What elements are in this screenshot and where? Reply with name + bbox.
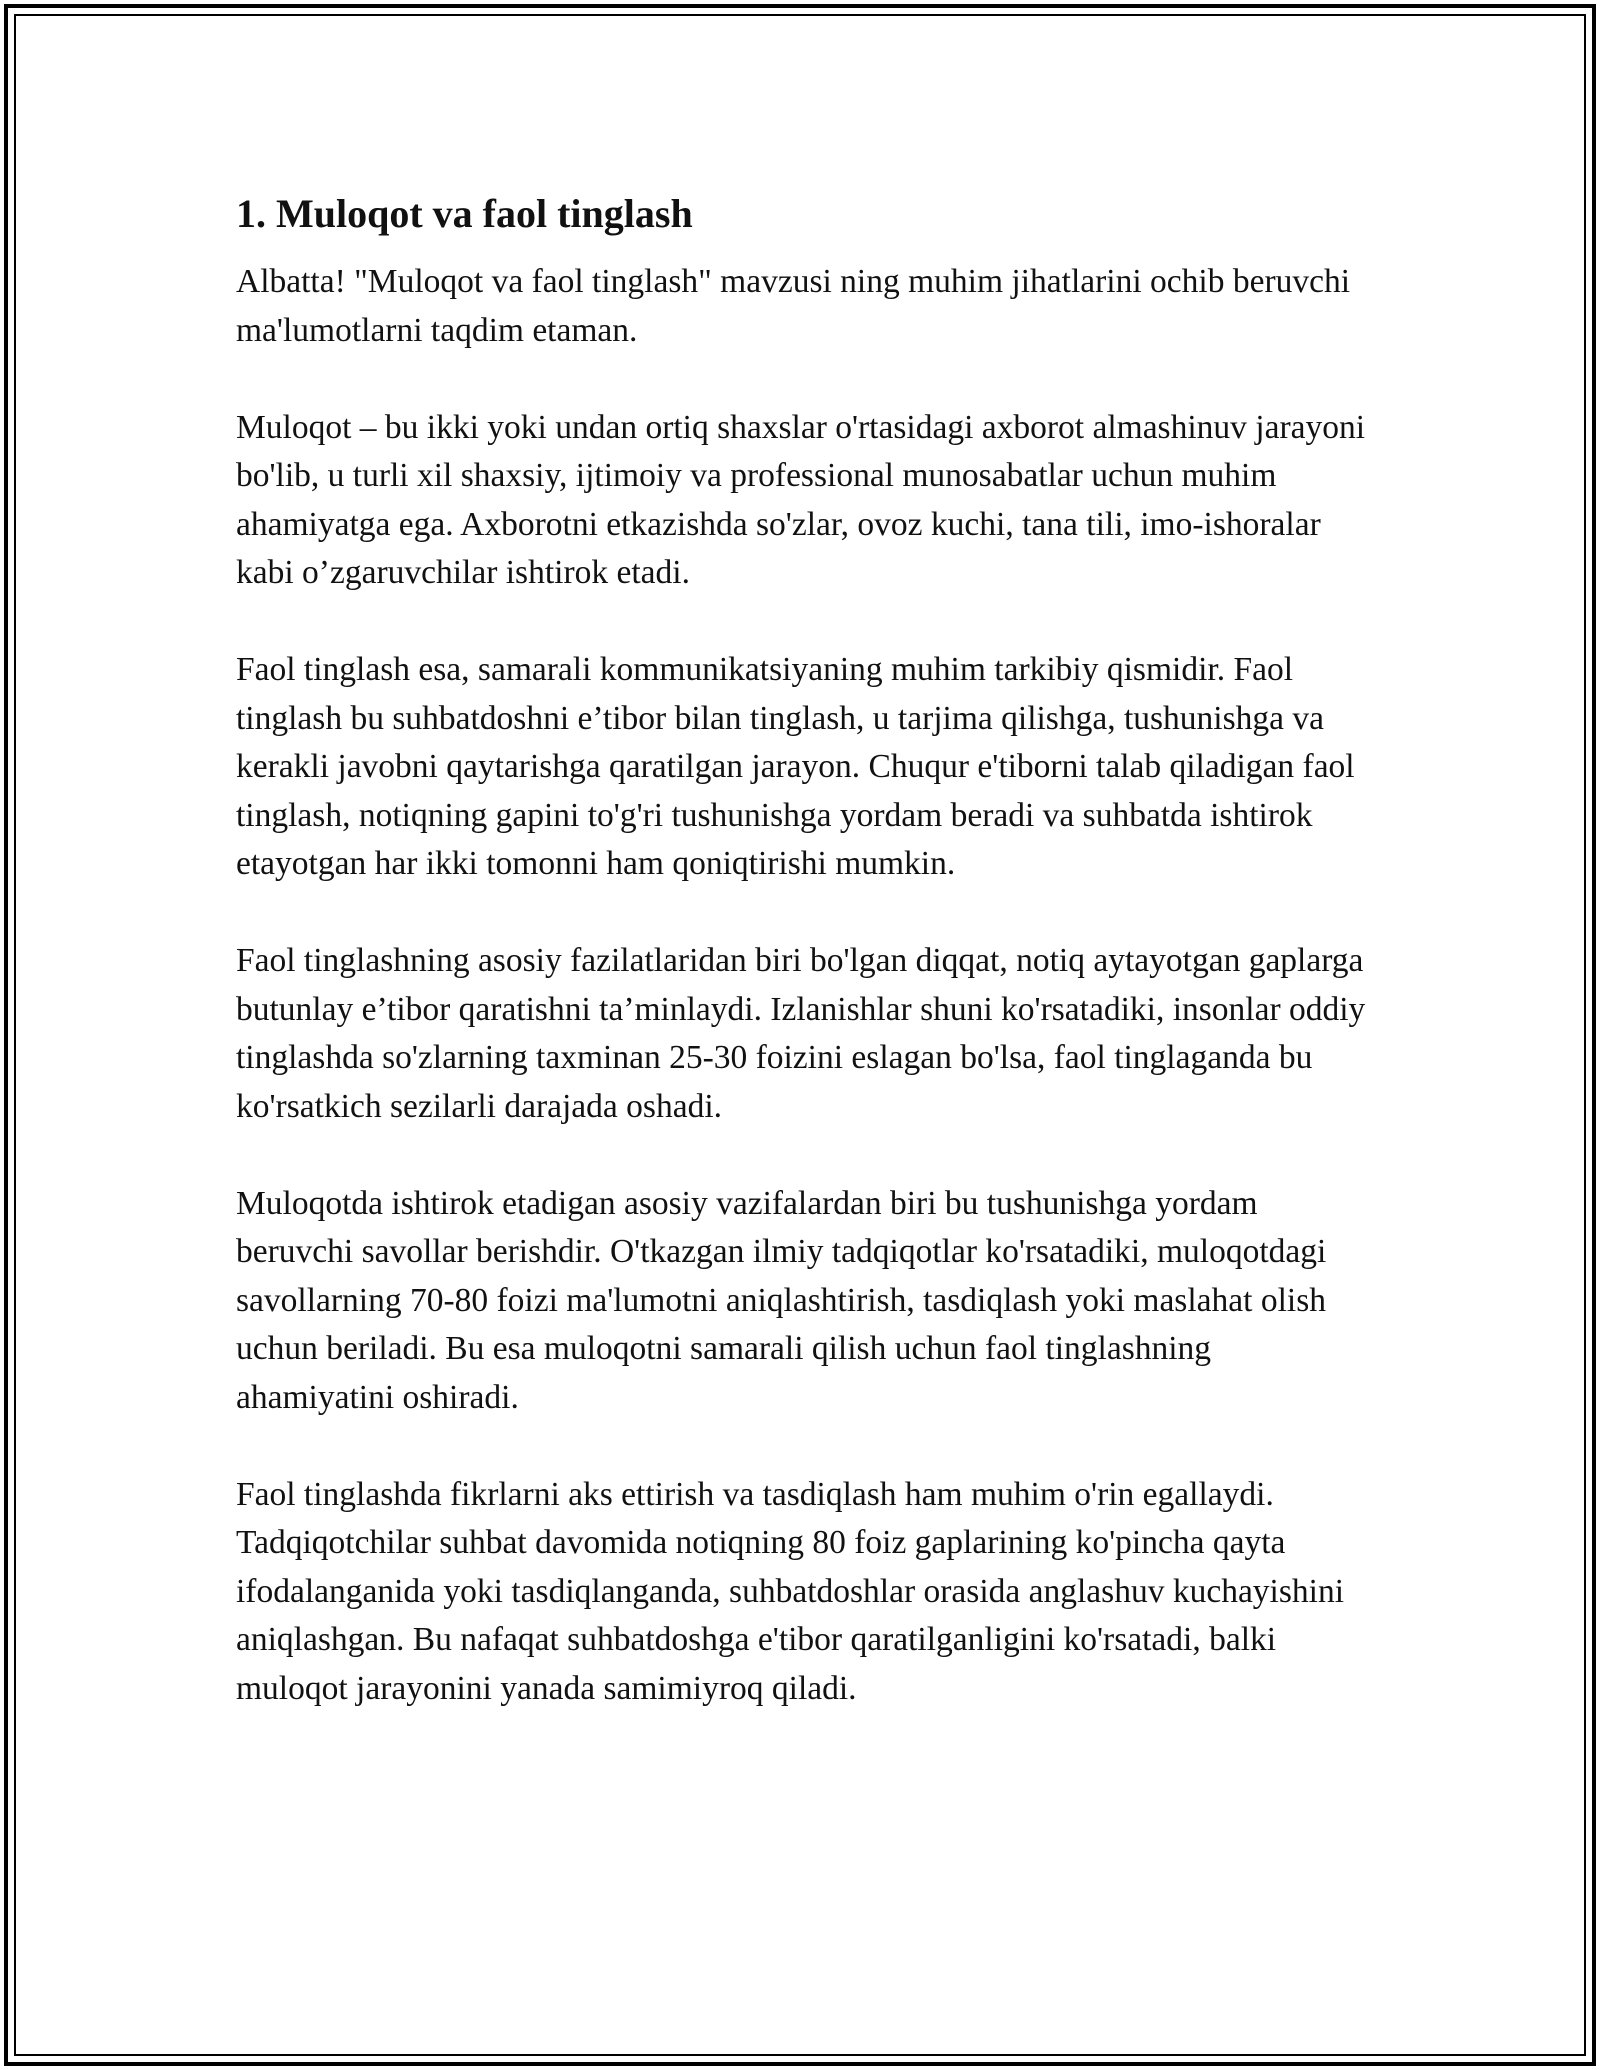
paragraph-diqqat: Faol tinglashning asosiy fazilatlaridan biri bo'lgan diqqat, notiq aytayotgan gaplarga butunlay e’tibor qaratishni ta’minlaydi. Izlanishlar shuni ko'rsatadiki, insonlar oddiy tinglashda so'zlarning taxminan 25-30 foizini eslagan bo'lsa, faol tinglaganda bu ko'rsatkich sezilarli darajada oshadi.	[236, 942, 1366, 1125]
document-body	[236, 188, 1366, 1762]
paragraph-aks-ettirish: Faol tinglashda fikrlarni aks ettirish va tasdiqlash ham muhim o'rin egallaydi. Tadqiqotchilar suhbat davomida notiqning 80 foiz gaplarining ko'pincha qayta ifodalanganida yoki tasdiqlanganda, suhbatdoshlar orasida anglashuv kuchayishini aniqlashgan. Bu nafaqat suhbatdoshga e'tibor qaratilganligini ko'rsatadi, balki muloqot jarayonini yanada samimiyroq qiladi.	[236, 1475, 1345, 1707]
paragraph-faol-tinglash: Faol tinglash esa, samarali kommunikatsiyaning muhim tarkibiy qismidir. Faol tinglash bu suhbatdoshni e’tibor bilan tinglash, u tarjima qilishga, tushunishga va kerakli javobni qaytarishga qaratilgan jarayon. Chuqur e'tiborni talab qiladigan faol tinglash, notiqning gapini to'g'ri tushunishga yordam beradi va suhbatda ishtirok etayotgan har ikki tomonni ham qoniqtirishi mumkin.	[236, 651, 1355, 882]
paragraph-intro: Albatta! "Muloqot va faol tinglash" mavzusi ning muhim jihatlarini ochib beruvchi ma'lumotlarni taqdim etaman.	[236, 263, 1351, 349]
section-title: 1. Muloqot va faol tinglash	[236, 191, 693, 236]
paragraph-savollar: Muloqotda ishtirok etadigan asosiy vazifalardan biri bu tushunishga yordam beruvchi savollar berishdir. O'tkazgan ilmiy tadqiqotlar ko'rsatadiki, muloqotdagi savollarning 70-80 foizi ma'lumotni aniqlashtirish, tasdiqlash yoki maslahat olish uchun beriladi. Bu esa muloqotni samarali qilish uchun faol tinglashning ahamiyatini oshiradi.	[236, 1184, 1327, 1416]
paragraph-muloqot-definition: Muloqot – bu ikki yoki undan ortiq shaxslar o'rtasidagi axborot almashinuv jarayoni bo'lib, u turli xil shaxsiy, ijtimoiy va professional munosabatlar uchun muhim ahamiyatga ega. Axborotni etkazishda so'zlar, ovoz kuchi, tana tili, imo-ishoralar kabi o’zgaruvchilar ishtirok etadi.	[236, 408, 1366, 591]
